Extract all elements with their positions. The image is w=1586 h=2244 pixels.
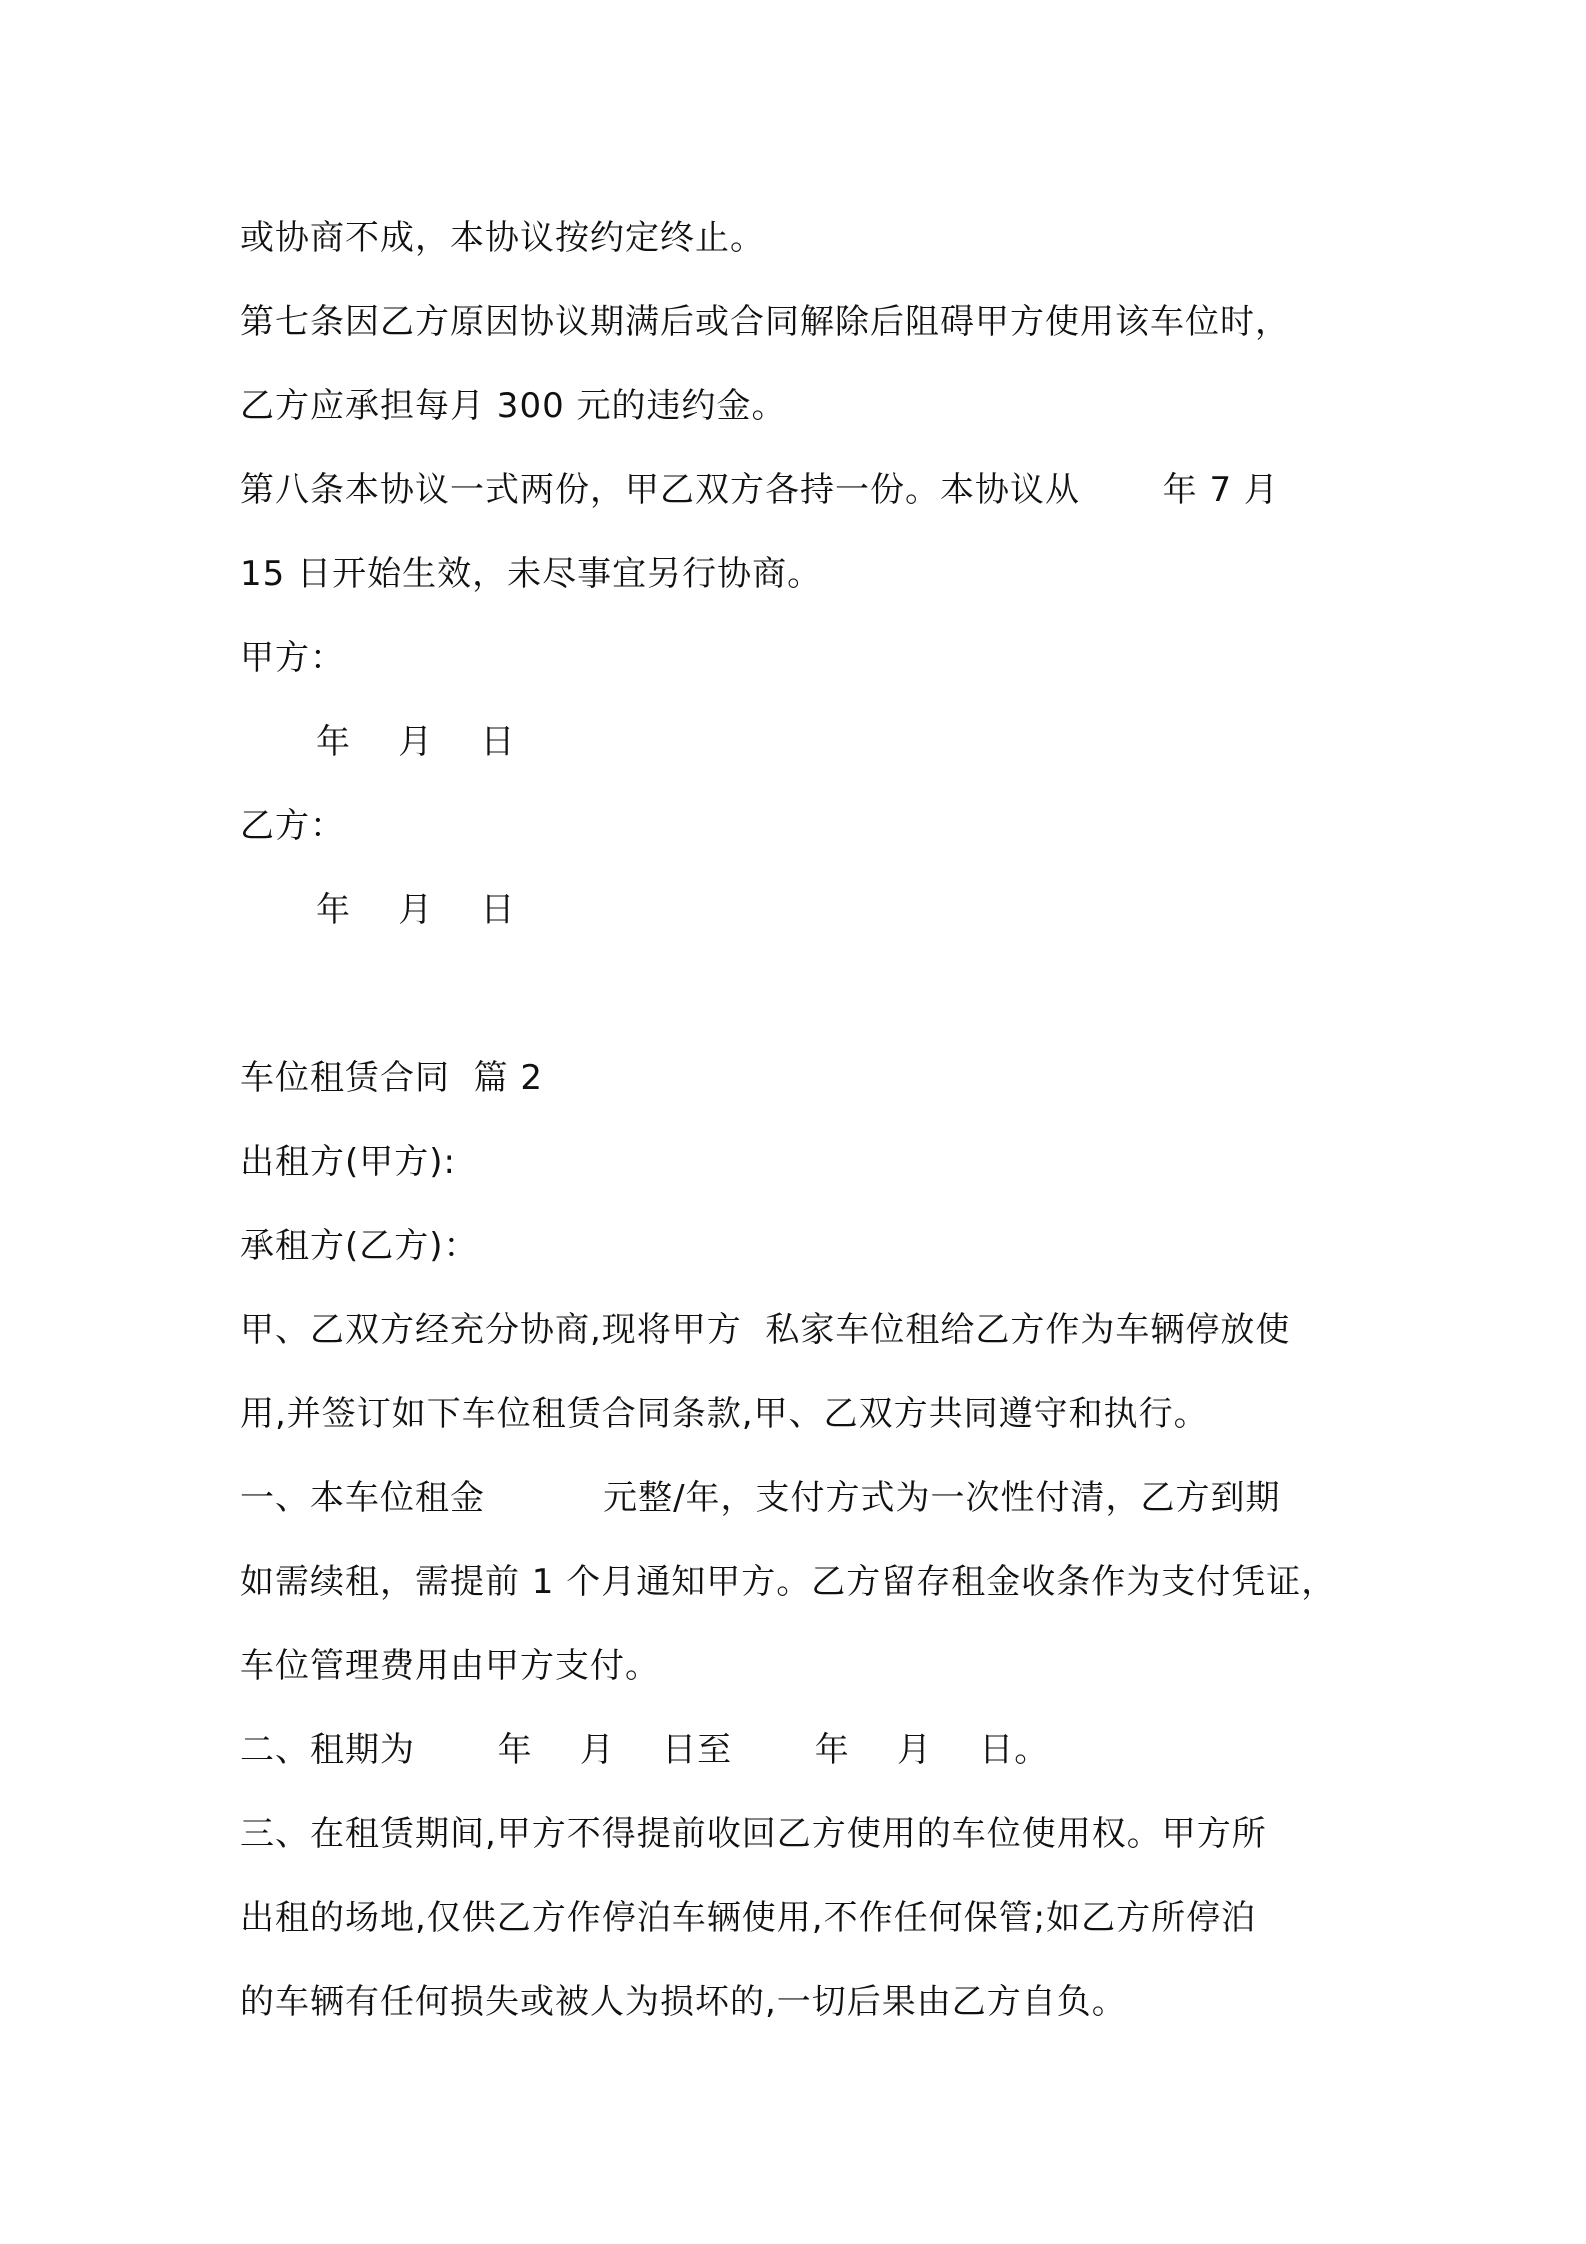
document-body	[240, 196, 1360, 2044]
article-seven-line-1: 第七条因乙方原因协议期满后或合同解除后阻碍甲方使用该车位时，	[240, 302, 1290, 342]
clause-one-line-2: 如需续租，需提前 1 个月通知甲方。乙方留存租金收条作为支付凭证，	[240, 1562, 1337, 1602]
clause-three-line-3: 的车辆有任何损失或被人为损坏的,一切后果由乙方自负。	[240, 1982, 1127, 2022]
lessor-label: 出租方(甲方):	[240, 1142, 456, 1182]
clause-one-line-3: 车位管理费用由甲方支付。	[240, 1646, 660, 1686]
clause-one-line-1: 一、本车位租金 元整/年，支付方式为一次性付清，乙方到期	[240, 1478, 1281, 1518]
preamble-line-2: 用,并签订如下车位租赁合同条款,甲、乙双方共同遵守和执行。	[240, 1394, 1209, 1434]
article-eight-line-2: 15 日开始生效，未尽事宜另行协商。	[240, 554, 823, 594]
party-b-signature-label: 乙方：	[240, 806, 345, 846]
clause-three-line-2: 出租的场地,仅供乙方作停泊车辆使用,不作任何保管;如乙方所停泊	[240, 1898, 1257, 1938]
party-a-signature-label: 甲方：	[240, 638, 345, 678]
lessee-label: 承租方(乙方)：	[240, 1226, 479, 1266]
party-a-date: 年 月 日	[316, 722, 516, 762]
party-b-date: 年 月 日	[316, 890, 516, 930]
text-line: 或协商不成，本协议按约定终止。	[240, 218, 765, 258]
clause-three-line-1: 三、在租赁期间,甲方不得提前收回乙方使用的车位使用权。甲方所	[240, 1814, 1267, 1854]
preamble-line-1: 甲、乙双方经充分协商,现将甲方 私家车位租给乙方作为车辆停放使	[240, 1310, 1291, 1350]
article-eight-line-1: 第八条本协议一式两份，甲乙双方各持一份。本协议从 年 7 月	[240, 470, 1279, 510]
section-title: 车位租赁合同 篇 2	[240, 1058, 544, 1098]
clause-two-line: 二、租期为 年 月 日至 年 月 日。	[240, 1730, 1050, 1770]
section-gap	[240, 952, 1360, 1036]
article-seven-line-2: 乙方应承担每月 300 元的违约金。	[240, 386, 787, 426]
